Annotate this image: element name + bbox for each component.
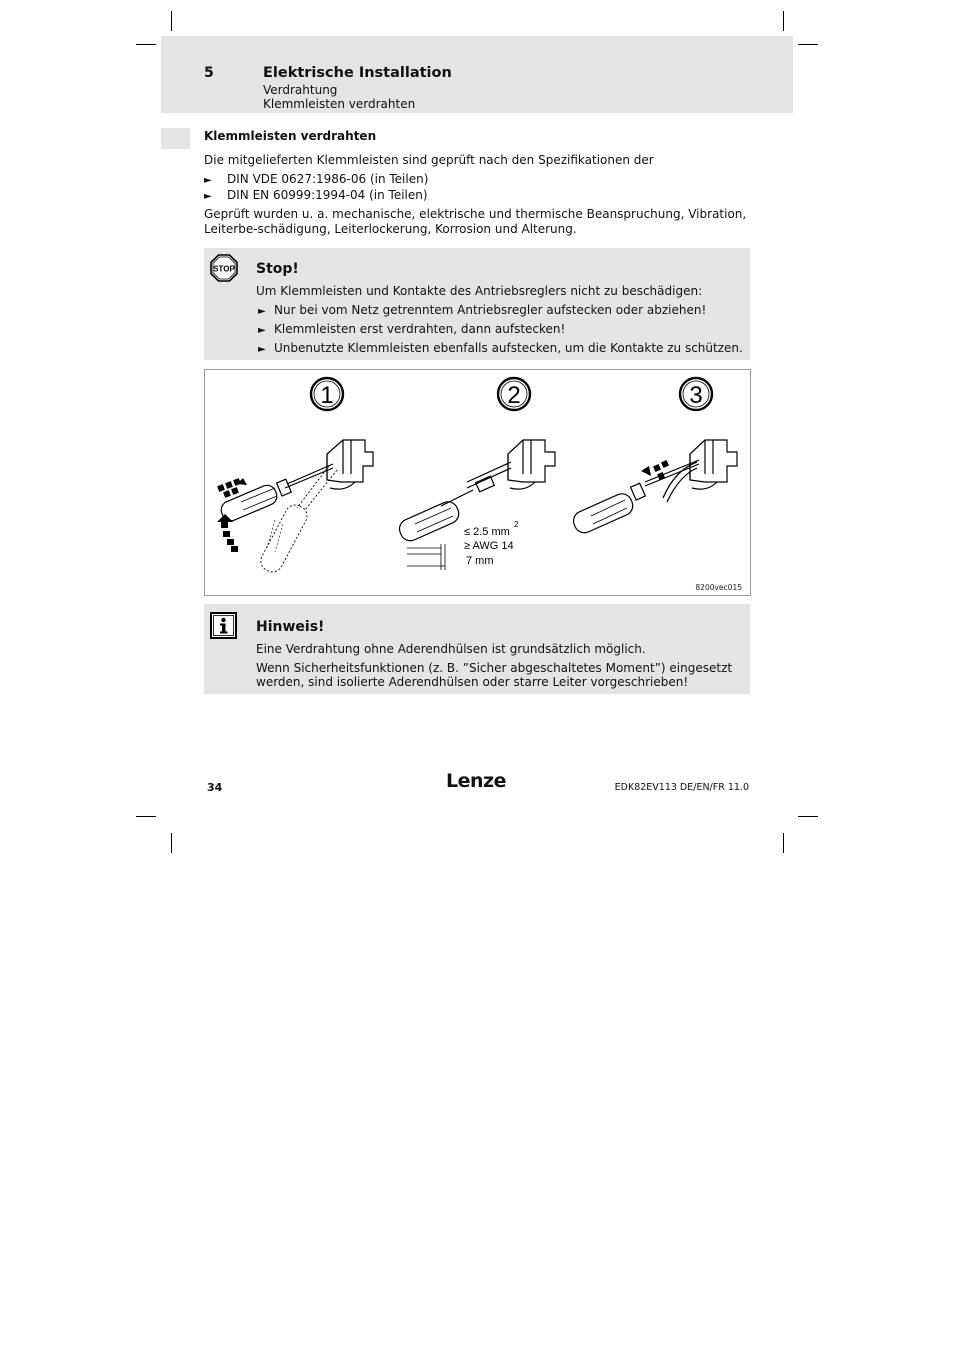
crop-mark	[171, 11, 172, 31]
wiring-figure	[204, 369, 751, 596]
bullet-arrow-icon: ►	[258, 344, 266, 355]
bullet-arrow-icon: ►	[204, 175, 212, 186]
hint-note-text: Eine Verdrahtung ohne Aderendhülsen ist grundsätzlich möglich.	[256, 642, 646, 656]
list-item-text: Unbenutzte Klemmleisten ebenfalls aufstecken, um die Kontakte zu schützen.	[274, 341, 743, 355]
stop-sign-icon	[210, 254, 238, 282]
chapter-subtitle: Verdrahtung	[263, 83, 338, 97]
list-item	[204, 172, 428, 186]
tested-paragraph: Geprüft wurden u. a. mechanische, elektrische und thermische Beanspruchung, Vibration, Leiterbe-schädigung, Leiterlockerung, Korrosion und Alterung.	[204, 207, 747, 236]
strip-length: 7 mm	[466, 555, 494, 567]
crop-mark	[136, 44, 156, 45]
chapter-number: 5	[204, 65, 214, 81]
crop-mark	[136, 816, 156, 817]
crop-mark	[171, 833, 172, 853]
list-item-text: DIN EN 60999:1994-04 (in Teilen)	[227, 188, 428, 202]
hint-note-text: Wenn Sicherheitsfunktionen (z. B. ”Sicher abgeschaltetes Moment”) eingesetzt werden, sind isolierte Aderendhülsen oder starre Leiter vorgeschrieben!	[256, 661, 733, 689]
stop-note-title: Stop!	[256, 261, 299, 277]
step-number: 3	[689, 382, 703, 409]
bullet-arrow-icon: ►	[258, 325, 266, 336]
wire-cross-section: ≤ 2.5 mm	[464, 526, 510, 538]
bullet-arrow-icon: ►	[204, 191, 212, 202]
document-code: EDK82EV113 DE/EN/FR 11.0	[614, 782, 749, 793]
chapter-title: Elektrische Installation	[263, 65, 452, 81]
list-item	[258, 341, 743, 355]
list-item-text: DIN VDE 0627:1986-06 (in Teilen)	[227, 172, 429, 186]
hint-note-title: Hinweis!	[256, 619, 325, 635]
bullet-arrow-icon: ►	[258, 306, 266, 317]
stop-note-text: Um Klemmleisten und Kontakte des Antriebsreglers nicht zu beschädigen:	[256, 284, 703, 298]
intro-paragraph: Die mitgelieferten Klemmleisten sind geprüft nach den Spezifikationen der	[204, 153, 654, 167]
crop-mark	[798, 44, 818, 45]
header-bar	[161, 36, 793, 113]
dimension-lines	[407, 544, 445, 570]
crop-mark	[798, 816, 818, 817]
figure-code: 8200vec015	[695, 583, 742, 592]
crop-mark	[783, 11, 784, 31]
screwdriver-3	[570, 460, 699, 536]
chapter-subtitle: Klemmleisten verdrahten	[263, 97, 416, 111]
wire-gauge: ≥ AWG 14	[464, 540, 514, 552]
step-number: 2	[507, 382, 521, 409]
superscript: 2	[514, 520, 519, 529]
arrow-icon	[641, 460, 669, 480]
section-marker	[161, 128, 190, 149]
wiring-illustration	[205, 370, 750, 595]
list-item	[258, 322, 565, 336]
lenze-logo: Lenze	[446, 770, 506, 792]
section-title: Klemmleisten verdrahten	[204, 129, 377, 143]
wire-ferrule	[441, 462, 511, 506]
terminal-block-2	[508, 440, 555, 489]
step-number: 1	[320, 382, 334, 409]
list-item	[258, 303, 706, 317]
list-item	[204, 188, 428, 202]
list-item-text: Klemmleisten erst verdrahten, dann aufstecken!	[274, 322, 566, 336]
info-icon	[210, 612, 237, 639]
page-number: 34	[207, 781, 223, 794]
crop-mark	[783, 833, 784, 853]
terminal-block-1	[327, 440, 373, 489]
screwdriver-2	[396, 499, 462, 544]
terminal-block-3	[663, 440, 737, 502]
svg-text:STOP: STOP	[213, 264, 235, 274]
list-item-text: Nur bei vom Netz getrenntem Antriebsregler aufstecken oder abziehen!	[274, 303, 707, 317]
